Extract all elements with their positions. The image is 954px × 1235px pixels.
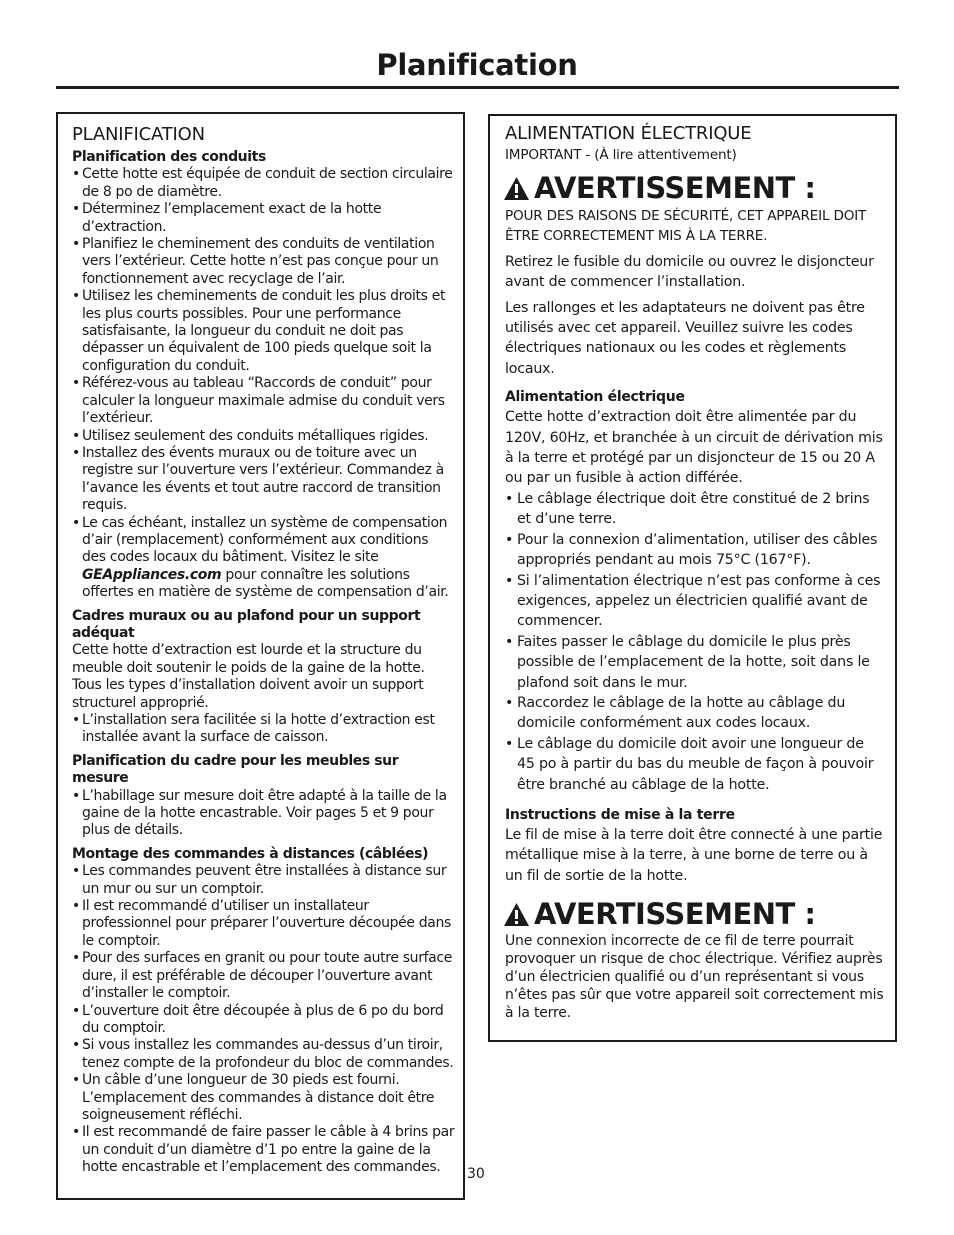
electrical-box bbox=[488, 114, 897, 1042]
list-item: • Référez-vous au tableau “Raccords de conduit” pour calculer la longueur maximale admise du conduit vers l’extérieur. bbox=[72, 375, 455, 427]
list-item: • L’ouverture doit être découpée à plus de 6 po du bord du comptoir. bbox=[72, 1003, 455, 1038]
warning-triangle-icon bbox=[503, 176, 530, 201]
custom-heading: Planification du cadre pour les meubles sur mesure bbox=[72, 752, 399, 787]
frames-heading: Cadres muraux ou au plafond pour un support adéquat bbox=[72, 607, 421, 641]
list-item: • Il est recommandé de faire passer le câble à 4 brins par un conduit d’un diamètre d’1 po entre la gaine de la hotte encastrable et l’emplacement des commandes. bbox=[72, 1124, 455, 1176]
list-item: • Si l’alimentation électrique n’est pas conforme à ces exigences, appelez un électricien qualifié avant de commencer. bbox=[505, 571, 885, 632]
important-note: IMPORTANT - (À lire attentivement) bbox=[505, 147, 737, 163]
supply-text: Cette hotte d’extraction doit être alimentée par du 120V, 60Hz, et branchée à un circuit de dérivation mis à la terre et protégé par un disjoncteur de 15 ou 20 A ou par un fusible à action différée. bbox=[505, 409, 883, 487]
supply-heading: Alimentation électrique bbox=[505, 389, 685, 406]
warning-paragraph: Retirez le fusible du domicile ou ouvrez le disjoncteur avant de commencer l’installation. bbox=[505, 253, 874, 291]
list-item: • Un câble d’une longueur de 30 pieds est fourni. L’emplacement des commandes à distance doit être soigneusement réfléchi. bbox=[72, 1072, 455, 1124]
page-number: 30 bbox=[467, 1166, 485, 1182]
warning-2-text: Une connexion incorrecte de ce fil de terre pourrait provoquer un risque de choc électrique. Vérifiez auprès d’un électricien qualifié ou d’un représentant si vous n’êtes pas sûr que votre appareil soit correctement mis à la terre. bbox=[505, 933, 884, 1022]
list-item: • Le câblage électrique doit être constitué de 2 brins et d’une terre. bbox=[505, 489, 885, 530]
list-item: • Utilisez seulement des conduits métalliques rigides. bbox=[72, 428, 455, 445]
custom-list bbox=[72, 788, 455, 840]
warning-title-1 bbox=[503, 172, 885, 204]
geappliances-link[interactable]: GEAppliances.com bbox=[82, 566, 222, 583]
warning-triangle-icon bbox=[503, 902, 530, 927]
list-item: • Faites passer le câblage du domicile le plus près possible de l’emplacement de la hotte, soit dans le plafond soit dans le mur. bbox=[505, 632, 885, 693]
list-item: • Il est recommandé d’utiliser un installateur professionnel pour préparer l’ouverture découpée dans le comptoir. bbox=[72, 898, 455, 950]
warning-title-text: AVERTISSEMENT : bbox=[534, 171, 816, 205]
makeup-text-before: Le cas échéant, installez un système de compensation d’air (remplacement) conformément aux conditions des codes locaux du bâtiment. Visitez le site bbox=[82, 514, 448, 566]
ducts-list bbox=[72, 166, 455, 601]
supply-list bbox=[505, 489, 885, 795]
warning-caps-text: POUR DES RAISONS DE SÉCURITÉ, CET APPAREIL DOIT ÊTRE CORRECTEMENT MIS À LA TERRE. bbox=[505, 208, 867, 245]
page-title: Planification bbox=[376, 48, 578, 82]
list-item: • Pour des surfaces en granit ou pour toute autre surface dure, il est préférable de découper l’ouverture avant d’installer le comptoir. bbox=[72, 950, 455, 1002]
frames-text: Cette hotte d’extraction est lourde et la structure du meuble doit soutenir le poids de la gaine de la hotte. Tous les types d’installation doivent avoir un support structurel approprié. bbox=[72, 642, 425, 711]
frames-list bbox=[72, 712, 455, 747]
warning-paragraph: Les rallonges et les adaptateurs ne doivent pas être utilisés avec cet appareil. Veuillez suivre les codes électriques nationaux ou les codes et règlements locaux. bbox=[505, 299, 865, 377]
list-item: • Cette hotte est équipée de conduit de section circulaire de 8 po de diamètre. bbox=[72, 166, 455, 201]
list-item: • Le câblage du domicile doit avoir une longueur de 45 po à partir du bas du meuble de façon à pouvoir être branché au câblage de la hotte. bbox=[505, 734, 885, 795]
planning-box bbox=[56, 112, 465, 1200]
list-item: • L’installation sera facilitée si la hotte d’extraction est installée avant la surface de caisson. bbox=[72, 712, 455, 747]
makeup-text-after: pour connaître les solutions offertes en matière de système de compensation d’air. bbox=[82, 566, 449, 601]
warning-title-text: AVERTISSEMENT : bbox=[534, 897, 816, 932]
electrical-heading: ALIMENTATION ÉLECTRIQUE bbox=[505, 123, 752, 144]
list-item: • Les commandes peuvent être installées à distance sur un mur ou sur un comptoir. bbox=[72, 863, 455, 898]
list-item: • Raccordez le câblage de la hotte au câblage du domicile conformément aux codes locaux. bbox=[505, 693, 885, 734]
list-item: • Pour la connexion d’alimentation, utiliser des câbles appropriés pendant au mois 75°C (167°F). bbox=[505, 530, 885, 571]
planning-heading: PLANIFICATION bbox=[72, 124, 205, 145]
grounding-text: Le fil de mise à la terre doit être connecté à une partie métallique mise à la terre, à une borne de terre ou à un fil de sortie de la hotte. bbox=[505, 826, 883, 884]
warning-title-2 bbox=[503, 898, 885, 930]
title-divider bbox=[56, 86, 899, 89]
list-item: • L’habillage sur mesure doit être adapté à la taille de la gaine de la hotte encastrable. Voir pages 5 et 9 pour plus de détails. bbox=[72, 788, 455, 840]
list-item: • Utilisez les cheminements de conduit les plus droits et les plus courts possibles. Pour une performance satisfaisante, la longueur du conduit ne doit pas dépasser un équivalent de 100 pieds quelque soit la configuration du conduit. bbox=[72, 288, 455, 375]
remote-list bbox=[72, 863, 455, 1176]
list-item-makeup-air bbox=[72, 515, 455, 602]
list-item: • Planifiez le cheminement des conduits de ventilation vers l’extérieur. Cette hotte n’est pas conçue pour un fonctionnement avec recyclage de l’air. bbox=[72, 236, 455, 288]
remote-heading: Montage des commandes à distances (câblées) bbox=[72, 845, 429, 862]
list-item: • Déterminez l’emplacement exact de la hotte d’extraction. bbox=[72, 201, 455, 236]
grounding-heading: Instructions de mise à la terre bbox=[505, 806, 735, 823]
list-item: • Installez des évents muraux ou de toiture avec un registre sur l’ouverture vers l’extérieur. Commandez à l’avance les évents et tout autre raccord de transition requis. bbox=[72, 445, 455, 515]
list-item: • Si vous installez les commandes au-dessus d’un tiroir, tenez compte de la profondeur du bloc de commandes. bbox=[72, 1037, 455, 1072]
ducts-heading: Planification des conduits bbox=[72, 149, 266, 165]
